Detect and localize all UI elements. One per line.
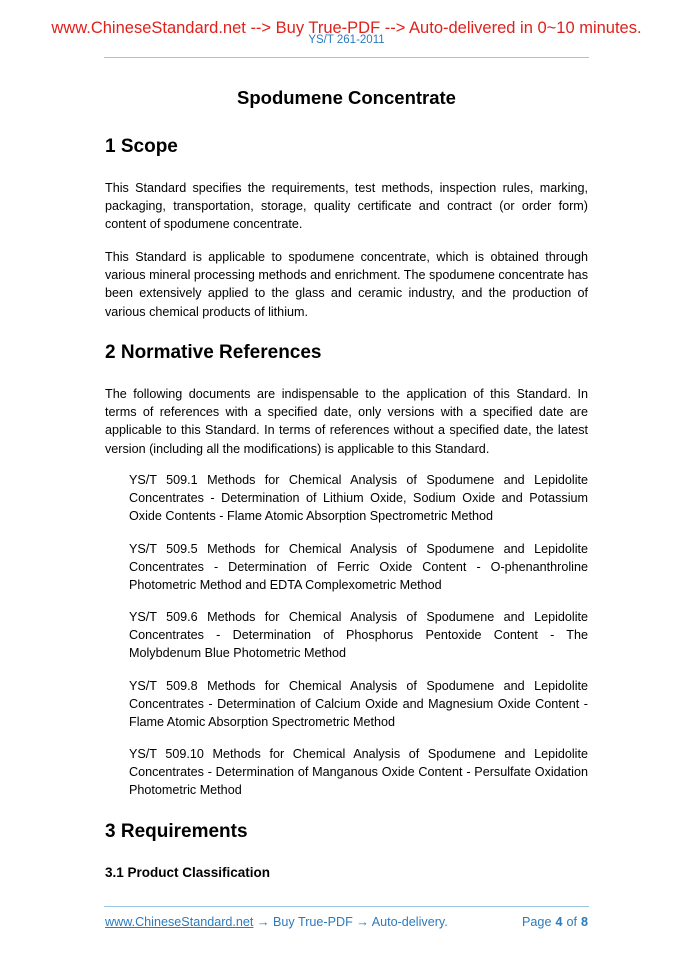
section-heading-normative: 2 Normative References [105,342,322,363]
reference-item: YS/T 509.6 Methods for Chemical Analysis of Spodumene and Lepidolite Concentrates - Determination of Phosphorus Pentoxide Content - The Molybdenum Blue Photometric Method [129,610,588,661]
page-number: 4 [555,915,563,929]
page-label: Page [522,915,552,929]
paragraph: This Standard is applicable to spodumene concentrate, which is obtained through various mineral processing methods and enrichment. The spodumene concentrate has been extensively applied to the glass and ceramic industry, and the production of various chemical products of lithium. [105,250,588,319]
footer-text: → Buy True-PDF → Auto-delivery. [253,915,448,929]
subsection-heading: 3.1 Product Classification [105,865,271,880]
page-indicator [522,915,588,929]
header-divider [104,57,589,58]
document-title: Spodumene Concentrate [237,87,456,108]
reference-item: YS/T 509.1 Methods for Chemical Analysis of Spodumene and Lepidolite Concentrates - Determination of Lithium Oxide, Sodium Oxide and Potassium Oxide Contents - Flame Atomic Absorption Spectrometric Method [129,473,588,524]
of-label: of [566,915,577,929]
reference-item: YS/T 509.5 Methods for Chemical Analysis of Spodumene and Lepidolite Concentrates - Determination of Ferric Oxide Content - O-phenanthroline Photometric Method and EDTA Complexometric Method [129,542,588,593]
standard-number: YS/T 261-2011 [308,34,385,46]
reference-item: YS/T 509.10 Methods for Chemical Analysis of Spodumene and Lepidolite Concentrates - Determination of Manganous Oxide Content - Persulfate Oxidation Photometric Method [129,747,588,798]
reference-item: YS/T 509.8 Methods for Chemical Analysis of Spodumene and Lepidolite Concentrates - Determination of Calcium Oxide and Magnesium Oxide Content - Flame Atomic Absorption Spectrometric Method [129,679,588,730]
paragraph: This Standard specifies the requirements, test methods, inspection rules, marking, packaging, transportation, storage, quality certificate and contract (or order form) content of spodumene concentrate. [105,181,588,232]
footer-divider [104,906,589,907]
paragraph: The following documents are indispensable to the application of this Standard. In terms of references with a specified date, only versions with a specified date are applicable to this Standard. In terms of references without a specified date, the latest version (including all the modifications) is applicable to this Standard. [105,387,588,456]
footer-link[interactable]: www.ChineseStandard.net [105,915,254,929]
promo-banner[interactable]: www.ChineseStandard.net --> Buy True-PDF --> Auto-delivered in 0~10 minutes. [51,19,642,37]
footer [105,915,588,929]
page-total: 8 [580,915,588,929]
section-heading-requirements: 3 Requirements [105,821,248,842]
section-heading-scope: 1 Scope [105,136,178,157]
